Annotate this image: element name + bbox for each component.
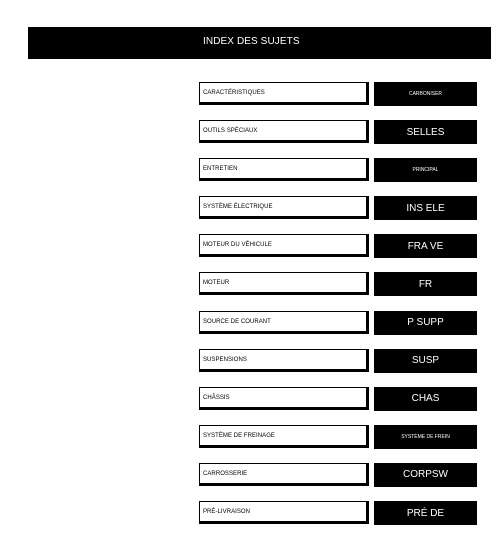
index-item-carrosserie[interactable] xyxy=(199,463,479,488)
subject-index-list xyxy=(199,82,479,539)
index-code-button[interactable]: FRA VE xyxy=(374,234,477,258)
index-label-box xyxy=(199,234,369,257)
index-item-outils-speciaux[interactable] xyxy=(199,120,479,145)
index-item-systeme-electrique[interactable] xyxy=(199,196,479,221)
index-label-box xyxy=(199,272,369,295)
index-label-box xyxy=(199,425,369,448)
index-label: SUSPENSIONS xyxy=(203,356,247,363)
index-code-button[interactable]: FR xyxy=(374,272,477,296)
index-label: PRÉ-LIVRAISON xyxy=(203,509,250,516)
index-item-pre-livraison[interactable] xyxy=(199,501,479,526)
index-label: MOTEUR DU VÉHICULE xyxy=(203,242,272,249)
index-code-button[interactable]: SYSTÈME DE FREIN xyxy=(374,425,477,449)
index-label-box xyxy=(199,349,369,372)
index-code-button[interactable]: CORPSW xyxy=(374,463,477,487)
index-item-systeme-de-freinage[interactable] xyxy=(199,425,479,450)
index-item-chassis[interactable] xyxy=(199,387,479,412)
header-bar xyxy=(28,27,491,59)
index-item-moteur-du-vehicule[interactable] xyxy=(199,234,479,259)
index-item-caracteristiques[interactable] xyxy=(199,82,479,107)
index-label: CARROSSERIE xyxy=(203,470,248,477)
index-label-box xyxy=(199,120,369,143)
index-code-button[interactable]: CARBONISER xyxy=(374,82,477,106)
index-code-button[interactable]: SELLES xyxy=(374,120,477,144)
index-item-suspensions[interactable] xyxy=(199,349,479,374)
index-code-button[interactable]: PRINCIPAL xyxy=(374,158,477,182)
index-label-box xyxy=(199,463,369,486)
index-label: SYSTÈME DE FREINAGE xyxy=(203,432,275,439)
index-code-button[interactable]: CHAS xyxy=(374,387,477,411)
index-code-button[interactable]: PRÉ DE xyxy=(374,501,477,525)
index-code-button[interactable]: P SUPP xyxy=(374,311,477,335)
index-label-box xyxy=(199,82,369,105)
index-label: OUTILS SPÉCIAUX xyxy=(203,128,258,135)
index-item-moteur[interactable] xyxy=(199,272,479,297)
index-label-box xyxy=(199,158,369,181)
index-label: SOURCE DE COURANT xyxy=(203,318,271,325)
index-item-source-de-courant[interactable] xyxy=(199,311,479,336)
index-code-button[interactable]: SUSP xyxy=(374,349,477,373)
index-label: SYSTÈME ÉLECTRIQUE xyxy=(203,204,273,211)
index-label: ENTRETIEN xyxy=(203,166,238,173)
index-label: MOTEUR xyxy=(203,280,230,287)
index-item-entretien[interactable] xyxy=(199,158,479,183)
index-label-box xyxy=(199,501,369,524)
index-label: CHÂSSIS xyxy=(203,394,230,401)
index-label-box xyxy=(199,387,369,410)
index-code-button[interactable]: INS ELE xyxy=(374,196,477,220)
index-label-box xyxy=(199,196,369,219)
page-title: INDEX DES SUJETS xyxy=(203,36,300,47)
index-label: CARACTÉRISTIQUES xyxy=(203,90,265,96)
index-label-box xyxy=(199,311,369,334)
